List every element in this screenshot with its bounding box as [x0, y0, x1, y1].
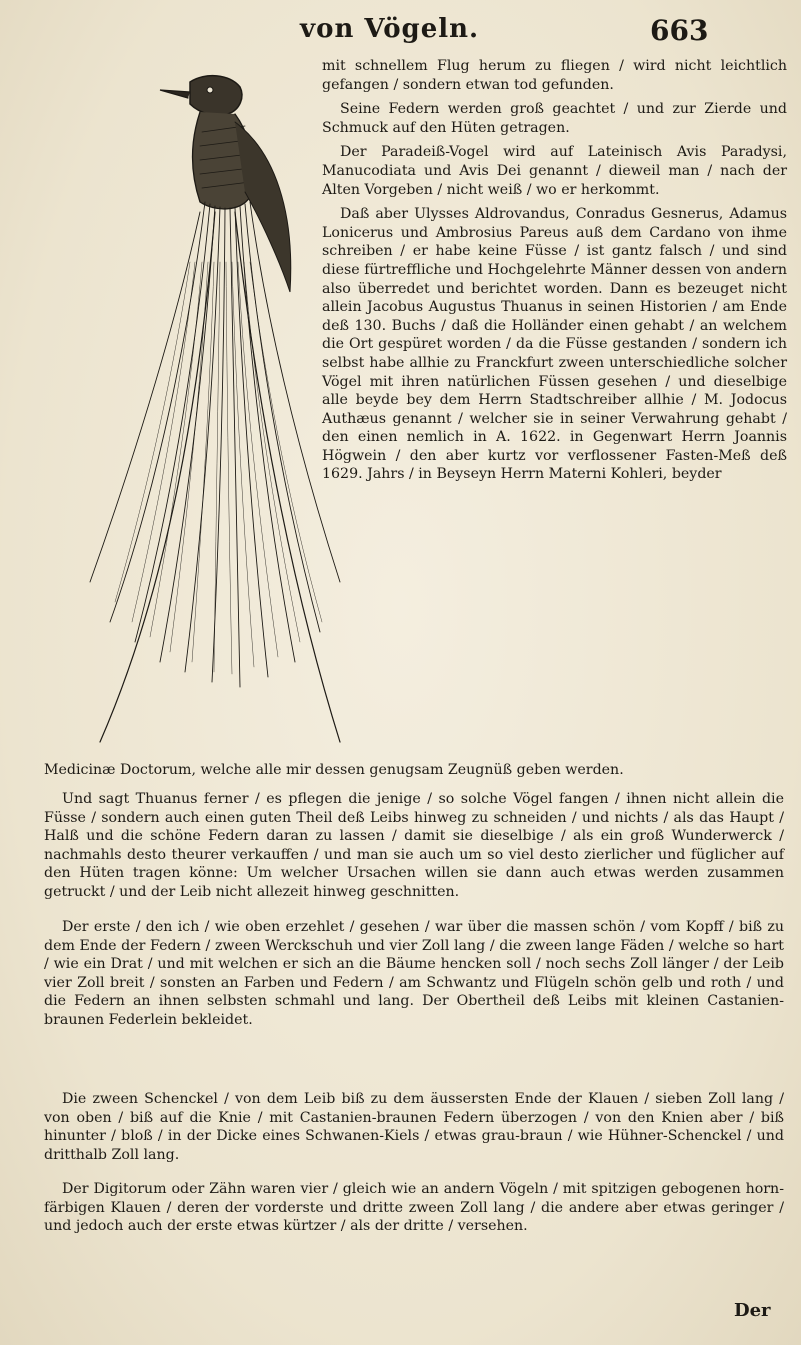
running-title: von Vögeln.	[300, 14, 480, 44]
paragraph: Und sagt Thuanus ferner / es pflegen die jenige / so solche Vögel fangen / ihnen nicht allein die Füsse / sondern auch einen guten Theil deß Leibs hinweg zu schneiden / und nichts / als das Haupt / Halß und die schöne Federn daran zu lassen / damit sie dieselbige / als ein groß Wunderwerck / nachmahls desto theurer verkauffen / und man sie auch um so viel desto zierlicher und füglicher auf den Hüten tragen könne: Um welcher Ursachen willen sie dann auch etwas werden zusammen getruckt / und der Leib nicht allezeit hinweg geschnitten.	[44, 791, 784, 900]
paragraph: Die zween Schenckel / von dem Leib biß zu dem äussersten Ende der Klauen / sieben Zoll lang / von oben / biß auf die Knie / mit Castanien-braunen Federn überzogen / von den Knien aber / biß hinunter / bloß / in der Dicke eines Schwanen-Kiels / etwas grau-braun / wie Hühner-Schenckel / und dritthalb Zoll lang.	[44, 1091, 784, 1163]
full-width-paragraph	[44, 1090, 784, 1164]
full-width-paragraph	[44, 918, 784, 1030]
catchword: Der	[734, 1300, 771, 1321]
paragraph: Der Digitorum oder Zähn waren vier / gleich wie an andern Vögeln / mit spitzigen gebogenen horn-färbigen Klauen / deren der vorderste und dritte zween Zoll lang / die andere aber etwas geringer / und jedoch auch der erste etwas kürtzer / als der dritte / versehen.	[44, 1181, 784, 1235]
continuation-line: Medicinæ Doctorum, welche alle mir dessen genugsam Zeugnüß geben werden.	[44, 762, 624, 778]
right-column-text	[322, 57, 787, 490]
paragraph: mit schnellem Flug herum zu fliegen / wird nicht leichtlich gefangen / sondern etwan tod gefunden.	[322, 58, 787, 93]
paragraph: Der Paradeiß-Vogel wird auf Lateinisch Avis Paradysi, Manucodiata und Avis Dei genannt / dieweil man / nach der Alten Vorgeben / nicht weiß / wo er herkommt.	[322, 144, 787, 198]
page-number: 663	[650, 14, 709, 47]
paragraph: Daß aber Ulysses Aldrovandus, Conradus Gesnerus, Adamus Lonicerus und Ambrosius Pareus auß dem Cardano von ihme schreiben / er habe keine Füsse / ist gantz falsch / und sind diese fürtreffliche und Hochgelehrte Männer dessen von andern also überredet und berichtet worden. Dann es bezeuget nicht allein Jacobus Augustus Thuanus in seinen Historien / am Ende deß 130. Buchs / daß die Holländer einen gehabt / an welchem die Ort gespüret worden / da die Füsse gestanden / sondern ich selbst habe allhie zu Franckfurt zween unterschiedliche solcher Vögel mit ihren natürlichen Füssen gesehen / und dieselbige alle beyde bey dem Herrn Stadtschreiber allhie / M. Jodocus Authæus genannt / welcher sie in seiner Verwahrung gehabt / den einen nemlich in A. 1622. in Gegenwart Herrn Joannis Högwein / den aber kurtz vor verflossener Fasten-Meß deß 1629. Jahrs / in Beyseyn Herrn Materni Kohleri, beyder	[322, 206, 787, 483]
full-width-paragraph	[44, 790, 784, 902]
running-head	[0, 10, 801, 50]
paragraph: Der erste / den ich / wie oben erzehlet / gesehen / war über die massen schön / vom Kopff / biß zu dem Ende der Federn / zween Werckschuh und vier Zoll lang / die zween lange Fäden / welche so hart / wie ein Drat / und mit welchen er sich an die Bäume hencken soll / noch sechs Zoll länger / der Leib vier Zoll breit / sonsten an Farben und Federn / am Schwantz und Flügeln schön gelb und roth / und die Federn an ihnen selbsten schmahl und lang. Der Obertheil deß Leibs mit kleinen Castanien-braunen Federlein bekleidet.	[44, 919, 784, 1028]
paragraph: Seine Federn werden groß geachtet / und zur Zierde und Schmuck auf den Hüten getragen.	[322, 101, 787, 136]
full-width-paragraph	[44, 1180, 784, 1236]
bird-of-paradise-engraving	[40, 62, 360, 752]
